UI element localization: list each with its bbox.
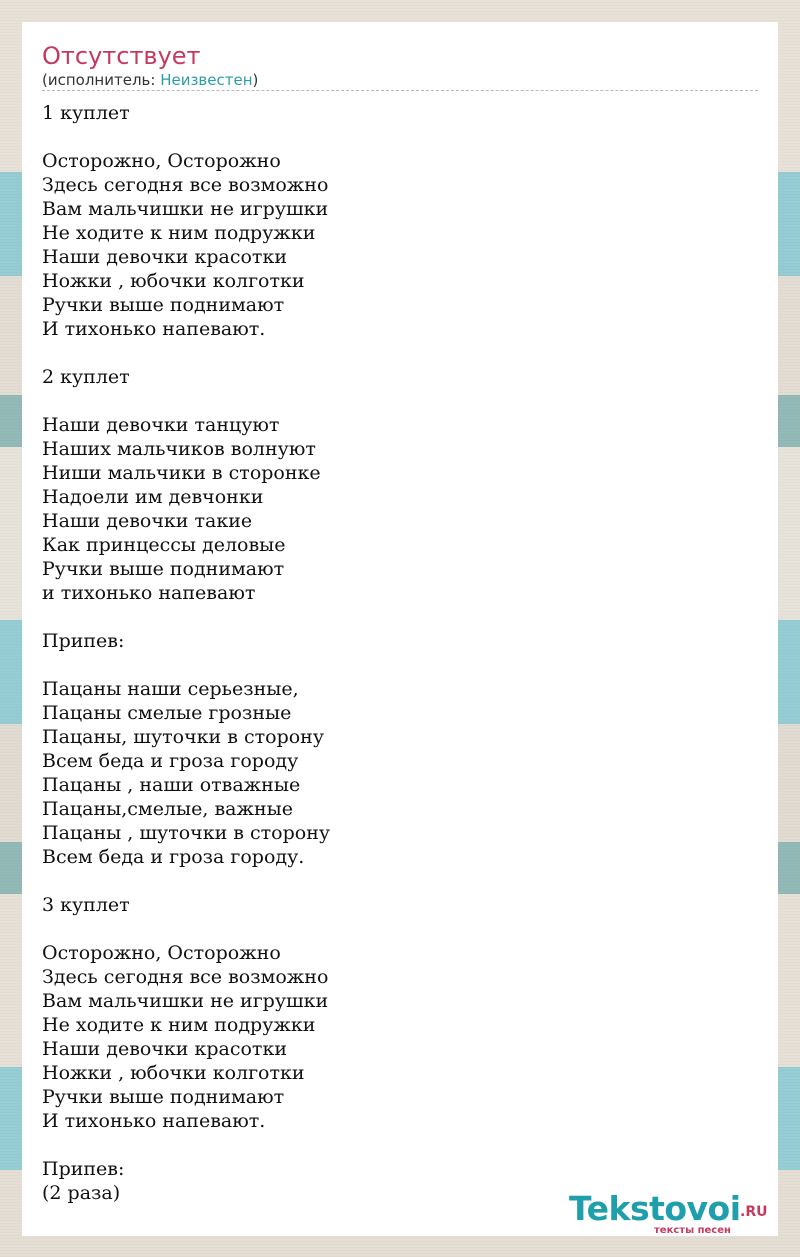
lyrics-blank-line [42, 917, 330, 941]
lyrics-blank-line [42, 653, 330, 677]
lyrics-line: Ниши мальчики в сторонке [42, 462, 321, 484]
logo-domain: .RU [740, 1204, 768, 1220]
lyrics-line: 1 куплет [42, 102, 130, 124]
lyrics-line: Всем беда и гроза городу. [42, 846, 305, 868]
lyrics-line: Здесь сегодня все возможно [42, 174, 329, 196]
lyrics-line: Вам мальчишки не игрушки [42, 198, 329, 220]
lyrics-line: Пацаны смелые грозные [42, 702, 292, 724]
lyrics-line: Наших мальчиков волнуют [42, 438, 316, 460]
lyrics-line: Всем беда и гроза городу [42, 750, 299, 772]
logo-subtitle: тексты песен [654, 1225, 731, 1236]
lyrics-blank-line [42, 341, 330, 365]
lyrics-blank-line [42, 1133, 330, 1157]
lyrics-blank-line [42, 389, 330, 413]
lyrics-line: Не ходите к ним подружки [42, 1014, 316, 1036]
lyrics-line: Вам мальчишки не игрушки [42, 990, 329, 1012]
lyrics-line: Ножки , юбочки колготки [42, 270, 305, 292]
lyrics-line: Пацаны наши серьезные, [42, 678, 299, 700]
site-logo[interactable] [569, 1190, 779, 1234]
lyrics-line: Здесь сегодня все возможно [42, 966, 329, 988]
lyrics-card [22, 22, 778, 1236]
lyrics-blank-line [42, 869, 330, 893]
lyrics-line: Пацаны , шуточки в сторону [42, 822, 331, 844]
lyrics-blank-line [42, 605, 330, 629]
title-divider [42, 90, 758, 91]
lyrics-line: Наши девочки красотки [42, 246, 287, 268]
lyrics-line: И тихонько напевают. [42, 1110, 266, 1132]
lyrics-line: Наши девочки такие [42, 510, 253, 532]
lyrics-line: Ручки выше поднимают [42, 1086, 285, 1108]
lyrics-line: 2 куплет [42, 366, 130, 388]
lyrics-line: Ручки выше поднимают [42, 558, 285, 580]
lyrics-line: Наши девочки красотки [42, 1038, 287, 1060]
lyrics-line: 3 куплет [42, 894, 130, 916]
artist-suffix: ) [252, 71, 259, 89]
lyrics-line: Ручки выше поднимают [42, 294, 285, 316]
artist-prefix: (исполнитель: [42, 71, 161, 89]
song-title: Отсутствует [42, 42, 201, 70]
lyrics-line: Как принцессы деловые [42, 534, 286, 556]
lyrics-blank-line [42, 125, 330, 149]
artist-link[interactable]: Неизвестен [160, 71, 253, 89]
lyrics-line: Пацаны, шуточки в сторону [42, 726, 325, 748]
lyrics-line: Припев: [42, 630, 125, 652]
lyrics-line: Припев: [42, 1158, 125, 1180]
lyrics-line: Осторожно, Осторожно [42, 942, 281, 964]
lyrics-line: Не ходите к ним подружки [42, 222, 316, 244]
lyrics-line: Пацаны,смелые, важные [42, 798, 293, 820]
lyrics-line: Ножки , юбочки колготки [42, 1062, 305, 1084]
lyrics-line: Наши девочки танцуют [42, 414, 280, 436]
lyrics-line: Пацаны , наши отважные [42, 774, 301, 796]
lyrics-text [42, 101, 330, 1205]
lyrics-line: Осторожно, Осторожно [42, 150, 281, 172]
lyrics-line: И тихонько напевают. [42, 318, 266, 340]
lyrics-line: и тихонько напевают [42, 582, 256, 604]
lyrics-line: (2 раза) [42, 1182, 121, 1204]
lyrics-line: Надоели им девчонки [42, 486, 264, 508]
artist-line [42, 71, 258, 89]
logo-wordmark: Tekstovoi [569, 1189, 741, 1228]
